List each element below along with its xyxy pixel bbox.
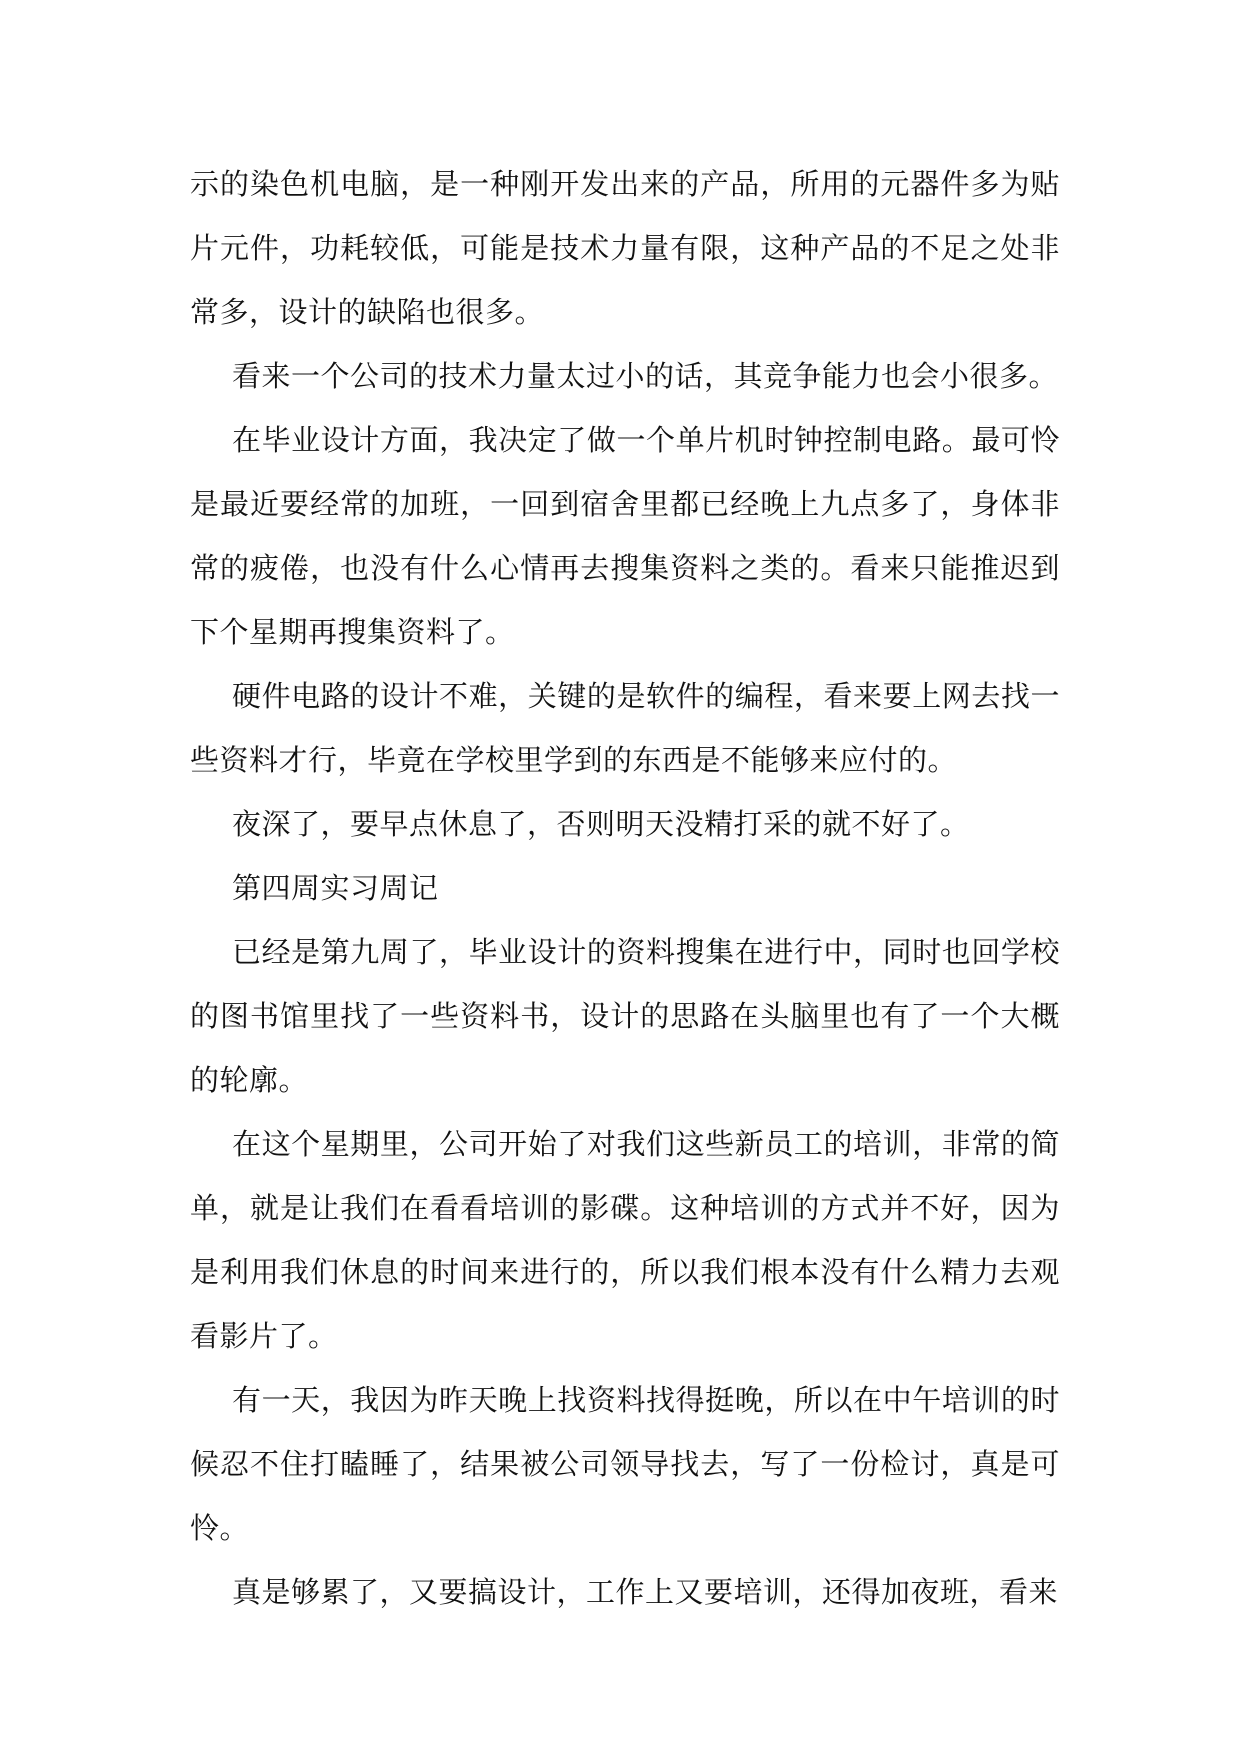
paragraph-3: 在毕业设计方面，我决定了做一个单片机时钟控制电路。最可怜是最近要经常的加班，一回到宿舍里都已经晚上九点多了，身体非常的疲倦，也没有什么心情再去搜集资料之类的。看来只能推迟到下个星期再搜集资料了。 [190,423,1060,649]
paragraph-4: 硬件电路的设计不难，关键的是软件的编程，看来要上网去找一些资料才行，毕竟在学校里学到的东西是不能够来应付的。 [190,679,1060,777]
document-body [190,152,1060,1624]
paragraph-10: 真是够累了，又要搞设计，工作上又要培训，还得加夜班，看来 [232,1575,1059,1609]
paragraph-7: 已经是第九周了，毕业设计的资料搜集在进行中，同时也回学校的图书馆里找了一些资料书，设计的思路在头脑里也有了一个大概的轮廓。 [190,935,1060,1097]
paragraph-5: 夜深了，要早点休息了，否则明天没精打采的就不好了。 [232,807,970,841]
paragraph-9: 有一天，我因为昨天晚上找资料找得挺晚，所以在中午培训的时候忍不住打瞌睡了，结果被公司领导找去，写了一份检讨，真是可怜。 [190,1383,1060,1545]
section-heading: 第四周实习周记 [232,871,439,905]
paragraph-2: 看来一个公司的技术力量太过小的话，其竞争能力也会小很多。 [232,359,1059,393]
paragraph-1: 示的染色机电脑，是一种刚开发出来的产品，所用的元器件多为贴片元件，功耗较低，可能是技术力量有限，这种产品的不足之处非常多，设计的缺陷也很多。 [190,167,1060,329]
paragraph-8: 在这个星期里，公司开始了对我们这些新员工的培训，非常的简单，就是让我们在看看培训的影碟。这种培训的方式并不好，因为是利用我们休息的时间来进行的，所以我们根本没有什么精力去观看影片了。 [190,1127,1060,1353]
